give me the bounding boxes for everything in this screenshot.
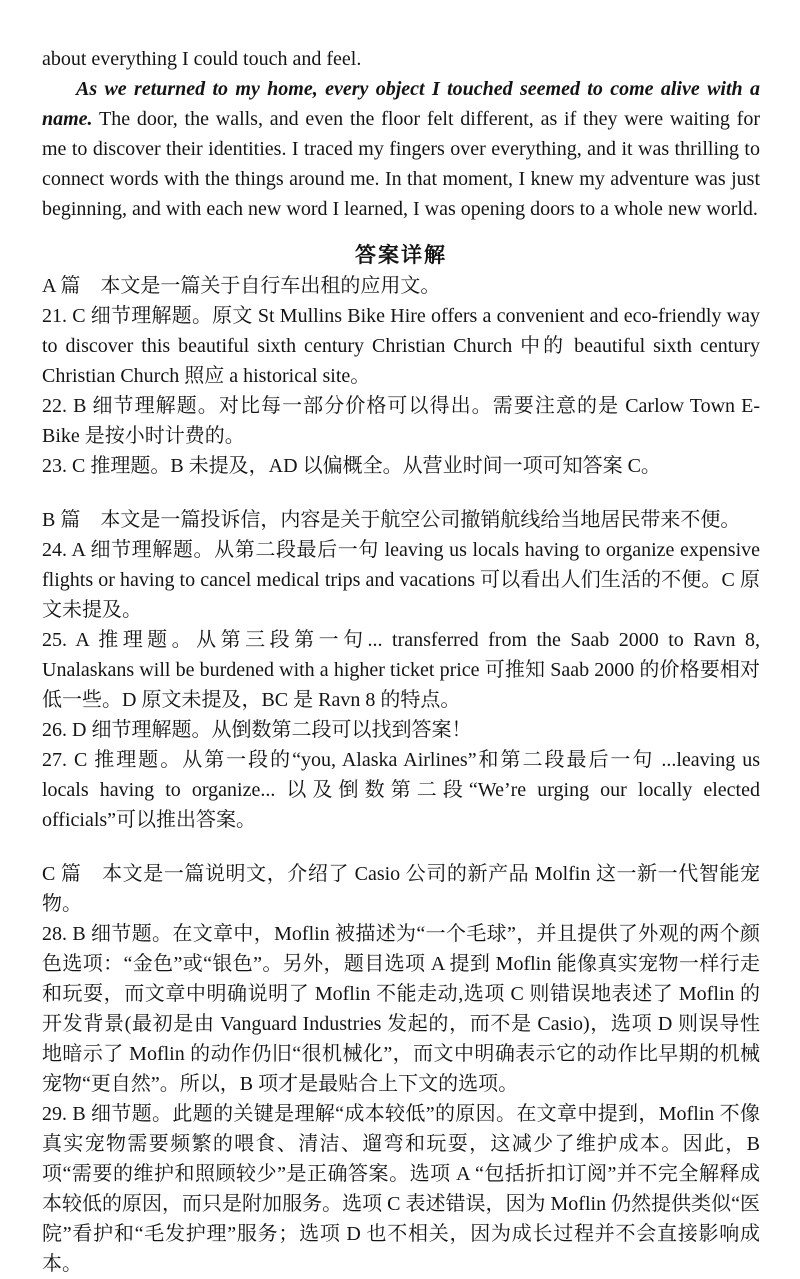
section-b-intro: B 篇 本文是一篇投诉信，内容是关于航空公司撤销航线给当地居民带来不便。 [42, 509, 741, 531]
section-c [42, 859, 760, 1279]
passage-paragraph [42, 74, 760, 224]
passage-continuation: The door, the walls, and even the floor felt different, as if they were waiting for me to discover their identities. I traced my fingers over everything, and it was thrilling to connect words with the things around me. In that moment, I knew my adventure was just beginning, and with each new word I learned, I was opening doors to a whole new world. [42, 108, 760, 220]
answer-item-27: 27. C 推理题。从第一段的“you, Alaska Airlines”和第二段最后一句 ...leaving us locals having to organize... 以及倒数第二段“We’re urging our locally elected officials”可以推出答案。 [42, 749, 760, 831]
section-c-intro: C 篇 本文是一篇说明文，介绍了 Casio 公司的新产品 Molfin 这一新一代智能宠物。 [42, 863, 760, 915]
answer-item-22: 22. B 细节理解题。对比每一部分价格可以得出。需要注意的是 Carlow Town E-Bike 是按小时计费的。 [42, 395, 760, 447]
passage-closing-line: about everything I could touch and feel. [42, 48, 362, 70]
answer-item-21: 21. C 细节理解题。原文 St Mullins Bike Hire offers a convenient and eco-friendly way to discover this beautiful sixth century Christian Church 中的 beautiful sixth century Christian Church 照应 a historical site。 [42, 305, 760, 387]
answer-item-28: 28. B 细节题。在文章中，Moflin 被描述为“一个毛球”，并且提供了外观的两个颜色选项：“金色”或“银色”。另外，题目选项 A 提到 Moflin 能像真实宠物一样行走和玩耍，而文章中明确说明了 Moflin 不能走动,选项 C 则错误地表述了 Moflin 的开发背景(最初是由 Vanguard Industries 发起的，而不是 Casio)，选项 D 则误导性地暗示了 Moflin 的动作仍旧“很机械化”，而文中明确表示它的动作比早期的机械宠物“更自然”。所以，B 项才是最贴合上下文的选项。 [42, 923, 760, 1095]
answer-item-24: 24. A 细节理解题。从第二段最后一句 leaving us locals having to organize expensive flights or having to cancel medical trips and vacations 可以看出人们生活的不便。C 原文未提及。 [42, 539, 760, 621]
answer-item-29: 29. B 细节题。此题的关键是理解“成本较低”的原因。在文章中提到，Moflin 不像真实宠物需要频繁的喂食、清洁、遛弯和玩耍，这减少了维护成本。因此，B 项“需要的维护和照顾较少”是正确答案。选项 A “包括折扣订阅”并不完全解释成本较低的原因，而只是附加服务。选项 C 表述错误，因为 Moflin 仍然提供类似“医院”看护和“毛发护理”服务；选项 D 也不相关，因为成长过程并不会直接影响成本。 [42, 1103, 760, 1275]
answer-item-26: 26. D 细节理解题。从倒数第二段可以找到答案！ [42, 719, 472, 741]
answer-item-25: 25. A 推理题。从第三段第一句... transferred from the Saab 2000 to Ravn 8, Unalaskans will be burdened with a higher ticket price 可推知 Saab 2000 的价格要相对低一些。D 原文未提及，BC 是 Ravn 8 的特点。 [42, 629, 760, 711]
answer-key-heading: 答案详解 [355, 244, 447, 267]
reading-passage [42, 44, 760, 224]
section-a [42, 271, 760, 481]
answer-item-23: 23. C 推理题。B 未提及，AD 以偏概全。从营业时间一项可知答案 C。 [42, 455, 661, 477]
section-b [42, 505, 760, 835]
passage-italic-sentence: As we returned to my home, every object I touched seemed to come alive with a name. [42, 78, 760, 130]
section-a-intro: A 篇 本文是一篇关于自行车出租的应用文。 [42, 275, 441, 297]
